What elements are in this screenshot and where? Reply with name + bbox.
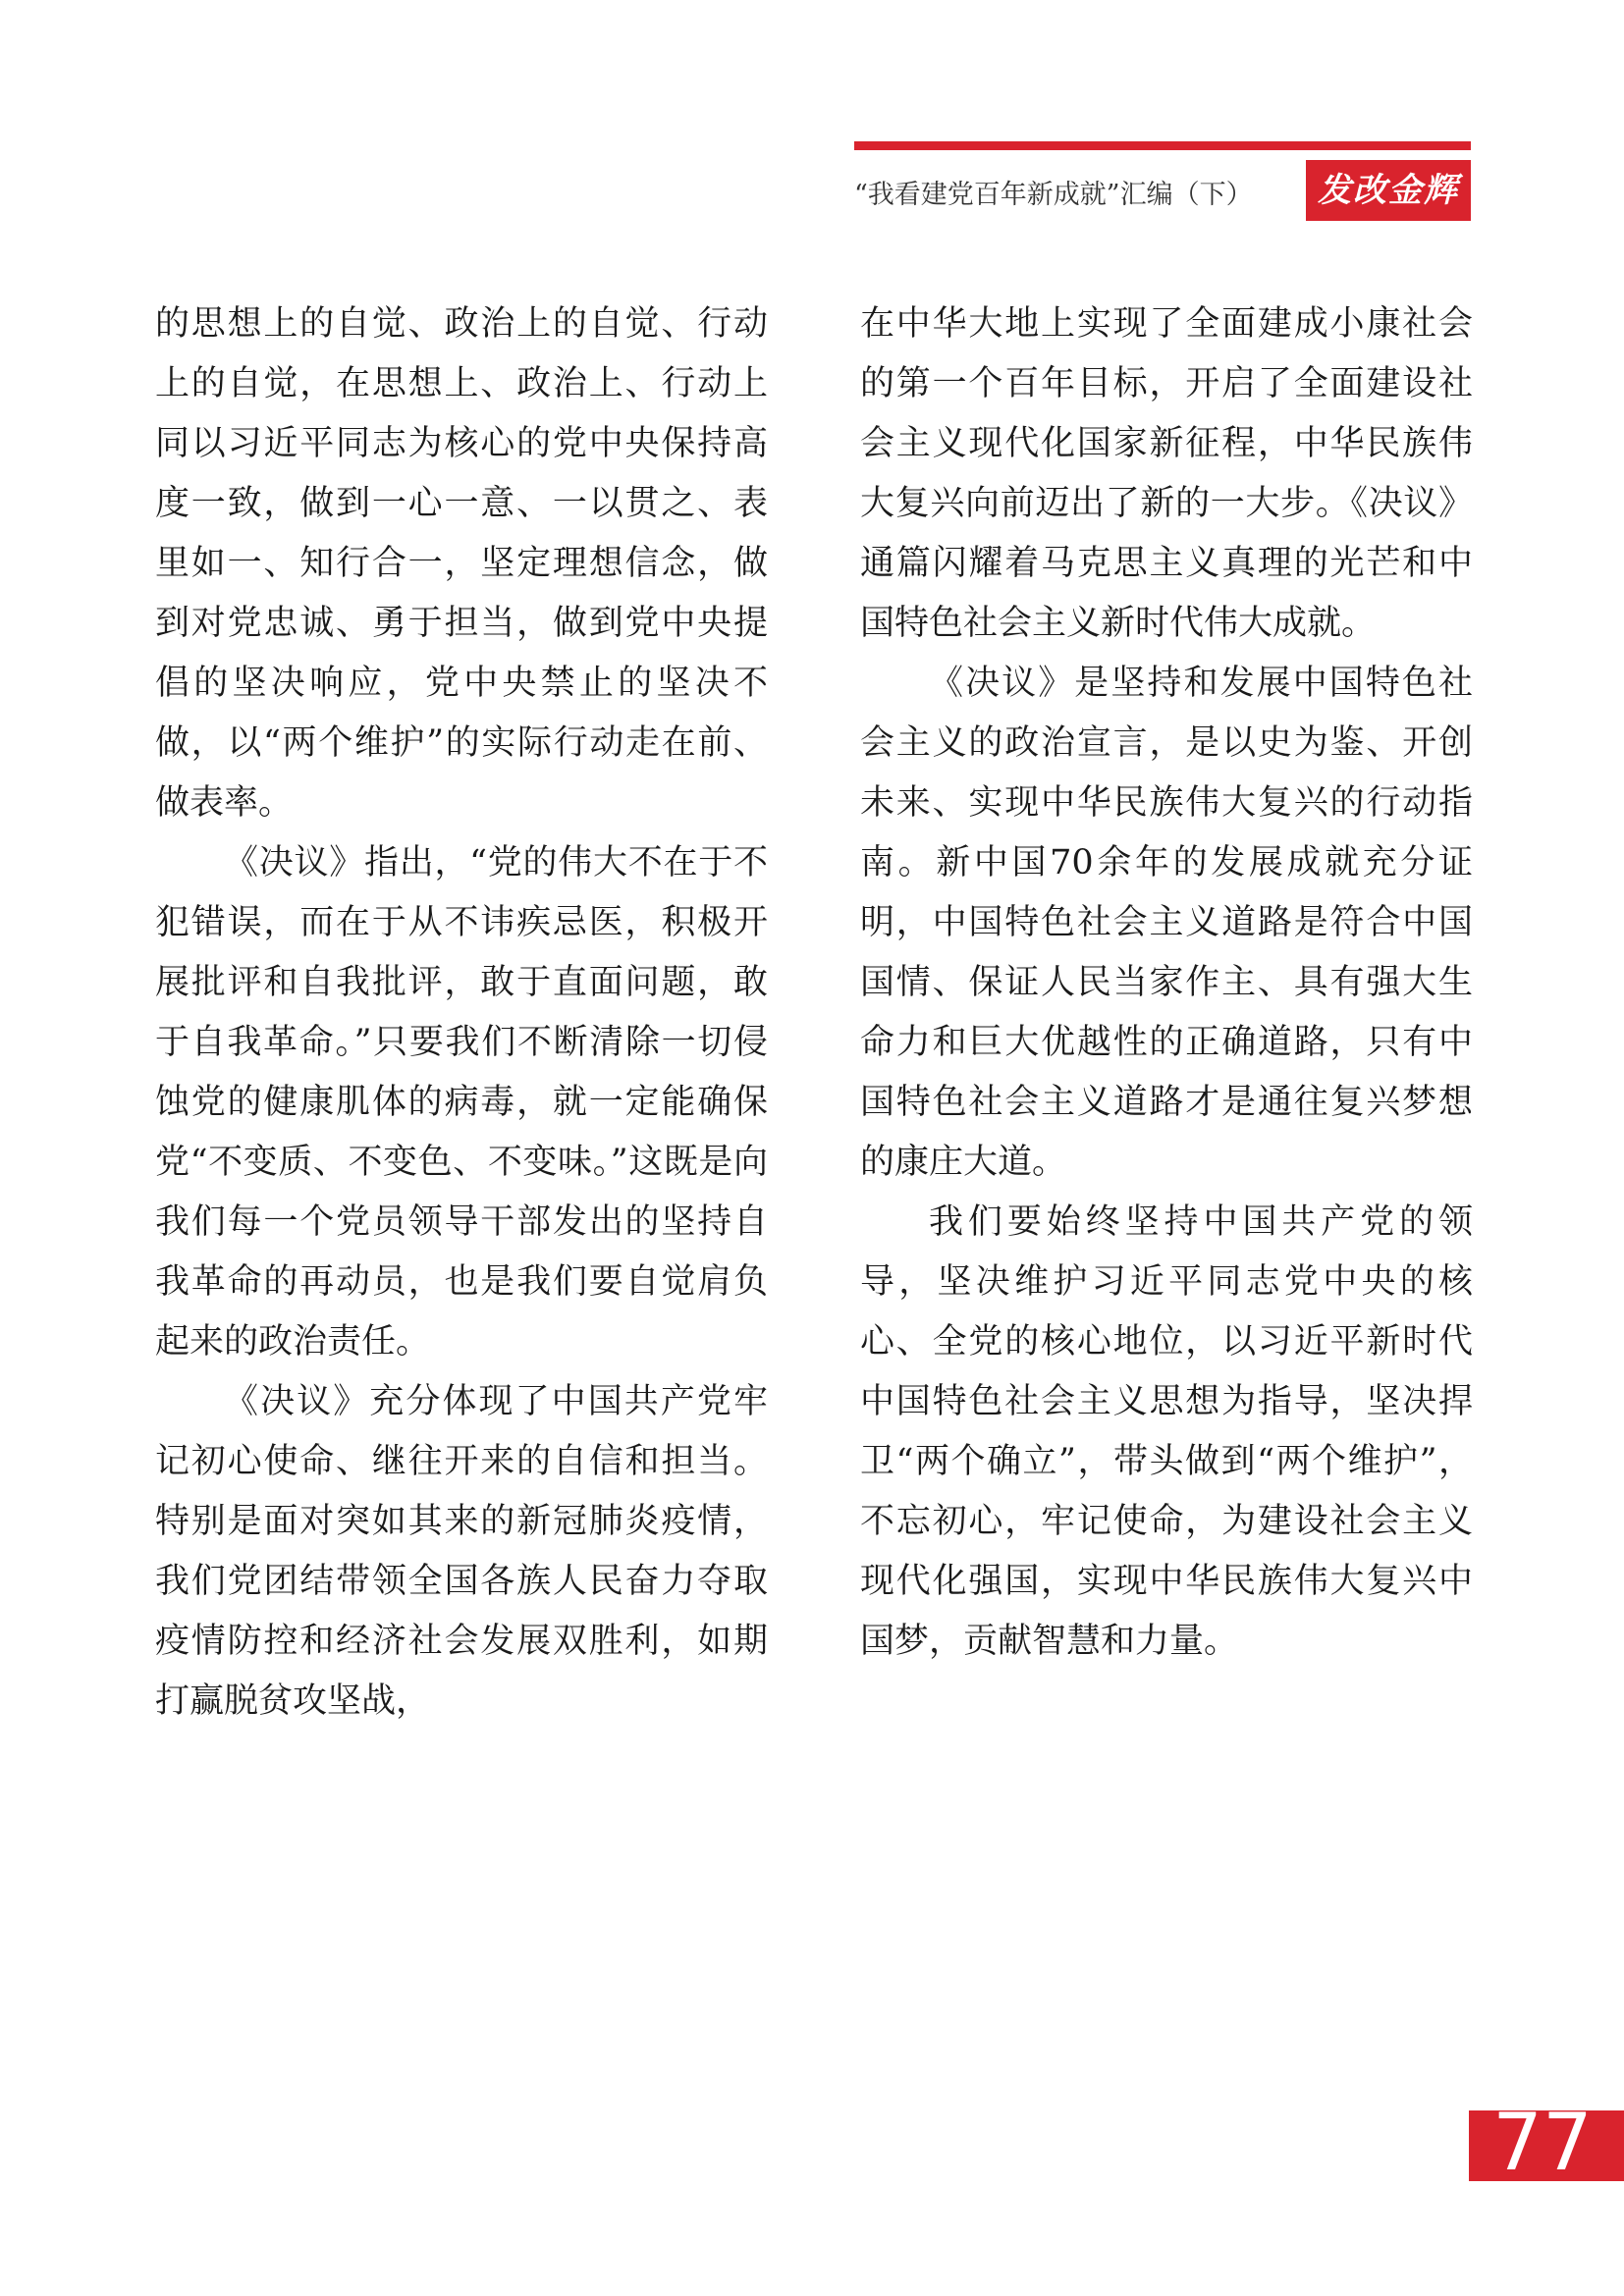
- body-paragraph: 《决议》是坚持和发展中国特色社会主义的政治宣言，是以史为鉴、开创未来、实现中华民族伟大复兴的行动指南。新中国70余年的发展成就充分证明，中国特色社会主义道路是符合中国国情、保证人民当家作主、具有强大生命力和巨大优越性的正确道路，只有中国特色社会主义道路才是通往复兴梦想的康庄大道。: [860, 664, 1473, 1182]
- page-number: 77: [1492, 2097, 1593, 2188]
- header-series-title: “我看建党百年新成就”汇编（下）: [854, 180, 1253, 210]
- right-column: [860, 294, 1473, 1672]
- left-column: [155, 294, 768, 1732]
- body-paragraph: 的思想上的自觉、政治上的自觉、行动上的自觉，在思想上、政治上、行动上同以习近平同志为核心的党中央保持高度一致，做到一心一意、一以贯之、表里如一、知行合一，坚定理想信念，做到对党忠诚、勇于担当，做到党中央提倡的坚决响应，党中央禁止的坚决不做，以“两个维护”的实际行动走在前、做表率。: [155, 304, 768, 823]
- body-paragraph: 《决议》指出，“党的伟大不在于不犯错误，而在于从不讳疾忌医，积极开展批评和自我批评，敢于直面问题，敢于自我革命。”只要我们不断清除一切侵蚀党的健康肌体的病毒，就一定能确保党“不变质、不变色、不变味。”这既是向我们每一个党员领导干部发出的坚持自我革命的再动员，也是我们要自觉肩负起来的政治责任。: [155, 843, 768, 1362]
- body-paragraph: 《决议》充分体现了中国共产党牢记初心使命、继往开来的自信和担当。特别是面对突如其来的新冠肺炎疫情，我们党团结带领全国各族人民奋力夺取疫情防控和经济社会发展双胜利，如期打赢脱贫攻坚战，: [155, 1382, 768, 1721]
- header-rule: [854, 141, 1471, 150]
- header-badge: 发改金辉: [1306, 160, 1471, 221]
- body-paragraph: 我们要始终坚持中国共产党的领导，坚决维护习近平同志党中央的核心、全党的核心地位，以习近平新时代中国特色社会主义思想为指导，坚决捍卫“两个确立”，带头做到“两个维护”，不忘初心，牢记使命，为建设社会主义现代化强国，实现中华民族伟大复兴中国梦，贡献智慧和力量。: [860, 1202, 1473, 1661]
- body-paragraph: 在中华大地上实现了全面建成小康社会的第一个百年目标，开启了全面建设社会主义现代化国家新征程，中华民族伟大复兴向前迈出了新的一大步。《决议》通篇闪耀着马克思主义真理的光芒和中国特色社会主义新时代伟大成就。: [860, 304, 1473, 643]
